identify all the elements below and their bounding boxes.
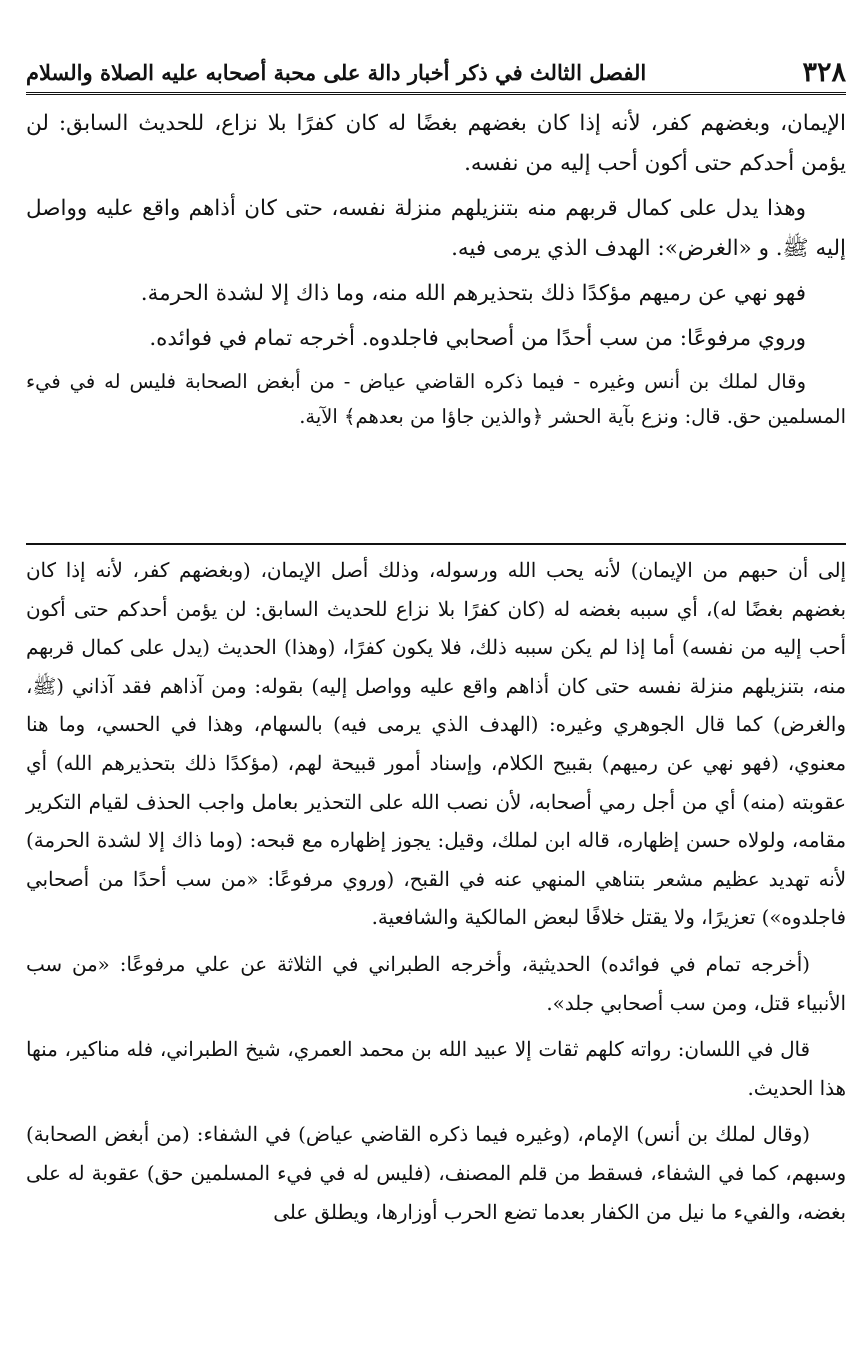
main-paragraph-4: وروي مرفوعًا: من سب أحدًا من أصحابي فاجلدوه. أخرجه تمام في فوائده. [149, 326, 806, 351]
commentary-paragraph-1: إلى أن حبهم من الإيمان) لأنه يحب الله ورسوله، وذلك أصل الإيمان، (وبغضهم كفر، لأنه إذا كان بغضهم بغضًا له)، أي سببه بغضه له (كان كفرًا بلا نزاع للحديث السابق: لن يؤمن أحدكم حتى أكون أحب إليه من نفسه) أما إذا لم يكن سببه ذلك، فلا يكون كفرًا، (وهذا) الحديث (يدل على كمال قربهم منه، بتنزيلهم منزلة نفسه حتى كان أذاهم واقع عليه وواصل إليه) بقوله: ومن آذاهم فقد آذاني (ﷺ، والغرض) كما قال الجوهري وغيره: (الهدف الذي يرمى فيه) بالسهام، وهذا في الحسي، وما هنا معنوي، (فهو نهي عن رميهم) بقبيح الكلام، وإسناد أمور قبيحة لهم، (مؤكدًا ذلك بتحذيرهم الله) أي عقوبته (منه) أي من أجل رمي أصحابه، لأن نصب الله على التحذير بعامل واجب الحذف لقيام التكرير مقامه، ولولاه حسن إظهاره، قاله ابن لملك، وقيل: يجوز إظهاره مع قبحه: (وما ذاك إلا لشدة الحرمة) لأنه تهديد عظيم مشعر بتناهي المنهي عنه في القبح، (وروي مرفوعًا: «من سب أحدًا من أصحابي فاجلدوه») تعزيرًا، ولا يقتل خلافًا لبعض المالكية والشافعية. [26, 559, 846, 930]
page-header [26, 52, 846, 95]
main-paragraph-5: وقال لملك بن أنس وغيره - فيما ذكره القاضي عياض - من أبغض الصحابة فليس له في فيء المسلمين حق. قال: ونزع بآية الحشر ﴿والذين جاؤا من بعدهم﴾ الآية. [26, 370, 846, 428]
commentary-paragraph-4: (وقال لملك بن أنس) الإمام، (وغيره فيما ذكره القاضي عياض) في الشفاء: (من أبغض الصحابة) وسبهم، كما في الشفاء، فسقط من قلم المصنف، (فليس له في فيء المسلمين حق) عقوبة له على بغضه، والفيء ما نيل من الكفار بعدما تضع الحرب أوزارها، ويطلق على [26, 1123, 846, 1224]
commentary-paragraph-3: قال في اللسان: رواته كلهم ثقات إلا عبيد الله بن محمد العمري، شيخ الطبراني، فله مناكير، منها هذا الحديث. [26, 1038, 846, 1100]
main-paragraph-1: الإيمان، وبغضهم كفر، لأنه إذا كان بغضهم بغضًا له كان كفرًا بلا نزاع، للحديث السابق: لن يؤمن أحدكم حتى أكون أحب إليه من نفسه. [26, 111, 846, 176]
running-title: الفصل الثالث في ذكر أخبار دالة على محبة أصحابه عليه الصلاة والسلام [26, 59, 647, 85]
commentary-text [26, 552, 846, 1240]
main-text [26, 104, 846, 439]
commentary-paragraph-2: (أخرجه تمام في فوائده) الحديثية، وأخرجه الطبراني في الثلاثة عن علي مرفوعًا: «من سب الأنبياء قتل، ومن سب أصحابي جلد». [26, 952, 846, 1015]
main-paragraph-3: فهو نهي عن رميهم مؤكدًا ذلك بتحذيرهم الله منه، وما ذاك إلا لشدة الحرمة. [140, 281, 806, 306]
section-divider [26, 543, 846, 545]
page-number: ٣٢٨ [802, 56, 846, 88]
main-paragraph-2: وهذا يدل على كمال قربهم منه بتنزيلهم منزلة نفسه، حتى كان أذاهم واقع عليه وواصل إليه ﷺ. و «الغرض»: الهدف الذي يرمى فيه. [26, 196, 846, 261]
